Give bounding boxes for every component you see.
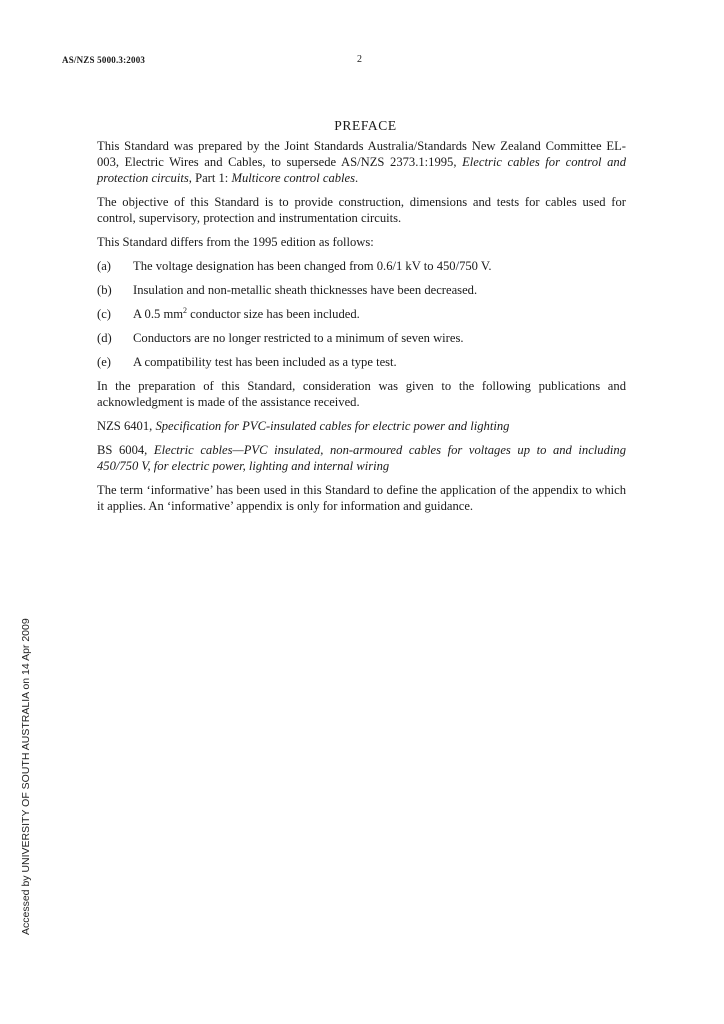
publication-title: Specification for PVC-insulated cables for electric power and lighting: [155, 419, 510, 433]
list-item: [97, 282, 626, 298]
list-item: [97, 354, 626, 370]
list-item: [97, 330, 626, 346]
access-watermark: Accessed by UNIVERSITY OF SOUTH AUSTRALIA on 14 Apr 2009: [20, 618, 32, 935]
part-title: Multicore control cables: [231, 171, 356, 185]
committee-text: This Standard was prepared by the Joint Standards Australia/Standards New Zealand Committee EL-003, Electric Wires and Cables, to supersede AS/NZS 2373.1:1995,: [97, 139, 626, 169]
sentence-end: .: [355, 171, 359, 185]
list-item-label: (c): [97, 307, 111, 321]
list-item-label: (d): [97, 331, 112, 345]
list-item-label: (e): [97, 355, 111, 369]
list-item-text: Conductors are no longer restricted to a minimum of seven wires.: [133, 331, 464, 345]
preface-paragraph-committee: [97, 138, 626, 186]
page-number: 2: [357, 54, 362, 65]
list-item-text: The voltage designation has been changed from 0.6/1 kV to 450/750 V.: [133, 259, 492, 273]
list-item-label: (b): [97, 283, 112, 297]
preface-section: [97, 118, 626, 522]
superscript: 2: [183, 306, 188, 315]
list-item-text: Insulation and non-metallic sheath thicknesses have been decreased.: [133, 283, 478, 297]
preface-paragraph-objective: The objective of this Standard is to provide construction, dimensions and tests for cables used for control, supervisory, protection and instrumentation circuits.: [97, 195, 626, 225]
conductor-size-text: A 0.5 mm: [133, 307, 184, 321]
preface-paragraph-publications: In the preparation of this Standard, consideration was given to the following publications and acknowledgment is made of the assistance received.: [97, 379, 626, 409]
part-label: , Part 1:: [188, 171, 232, 185]
list-item-label: (a): [97, 259, 111, 273]
publication-reference: [97, 418, 626, 434]
standard-designation: AS/NZS 5000.3:2003: [62, 55, 146, 65]
list-item: [97, 258, 626, 274]
preface-paragraph-differences: This Standard differs from the 1995 edition as follows:: [97, 235, 374, 249]
list-item-text: [133, 306, 626, 322]
preface-paragraph-informative: The term ‘informative’ has been used in this Standard to define the application of the appendix to which it applies. An ‘informative’ appendix is only for information and guidance.: [97, 483, 626, 513]
publication-reference: [97, 442, 626, 474]
conductor-size-text-end: conductor size has been included.: [187, 307, 360, 321]
list-item: [97, 306, 626, 322]
preface-heading: PREFACE: [334, 118, 397, 133]
publication-title: Electric cables—PVC insulated, non-armoured cables for voltages up to and including 450/750 V, for electric power, lighting and internal wiring: [97, 443, 626, 473]
superseded-standard-title: Electric cables for control and protection circuits: [97, 155, 626, 185]
publication-code: NZS 6401,: [97, 419, 156, 433]
publication-code: BS 6004,: [97, 443, 154, 457]
list-item-text: A compatibility test has been included as a type test.: [133, 355, 397, 369]
